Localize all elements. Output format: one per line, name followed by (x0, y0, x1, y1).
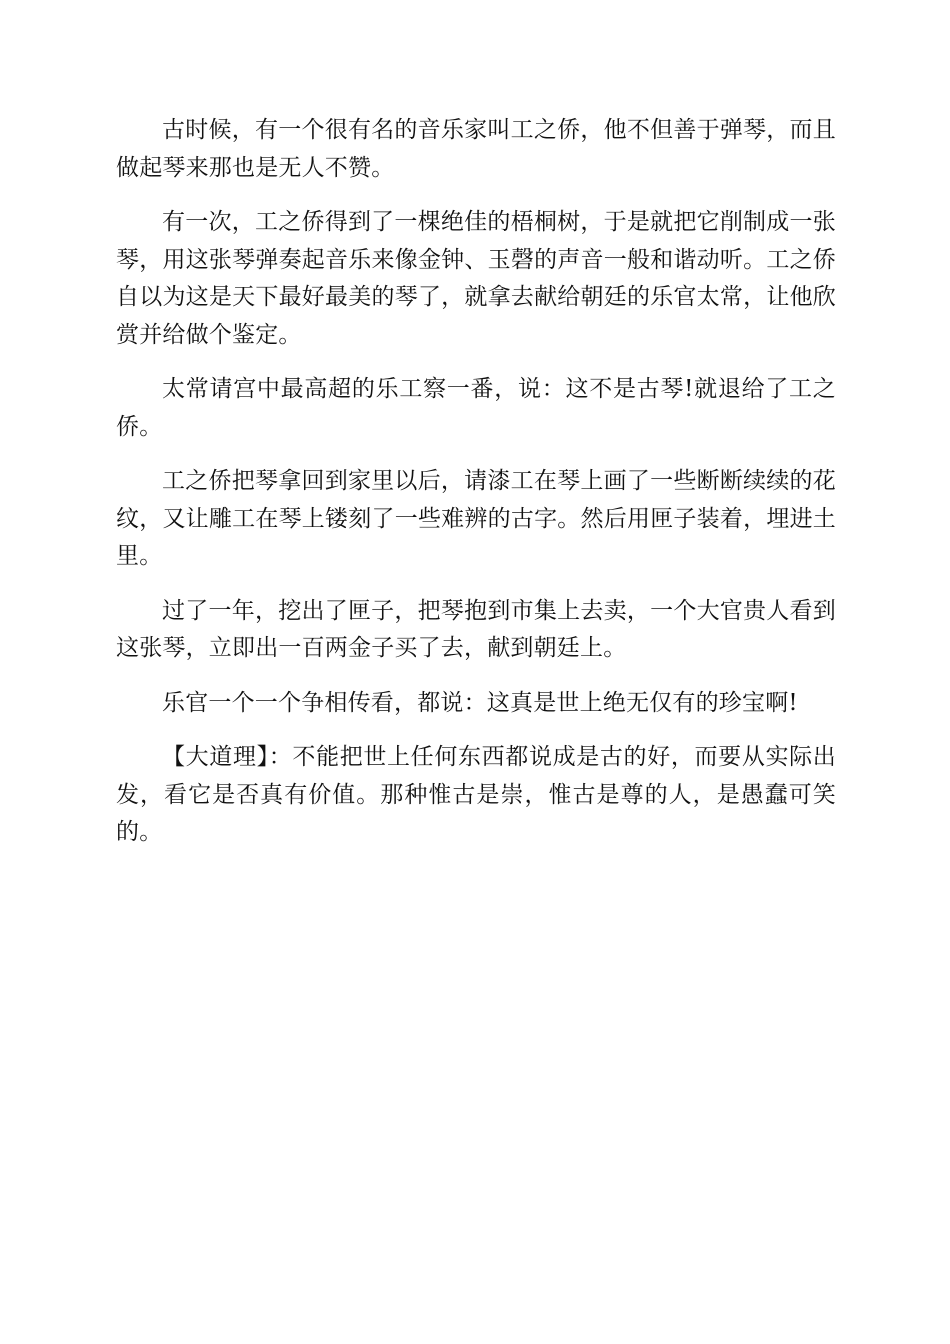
paragraph-2: 有一次，工之侨得到了一棵绝佳的梧桐树，于是就把它削制成一张琴，用这张琴弹奏起音乐来像金钟、玉磬的声音一般和谐动听。工之侨自以为这是天下最好最美的琴了，就拿去献给朝廷的乐官太常，让他欣赏并给做个鉴定。 (116, 209, 836, 348)
paragraph-6: 乐官一个一个争相传看，都说：这真是世上绝无仅有的珍宝啊! (162, 689, 798, 716)
paragraph-5: 过了一年，挖出了匣子，把琴抱到市集上去卖，一个大官贵人看到这张琴，立即出一百两金子买了去，献到朝廷上。 (116, 597, 836, 661)
paragraph-3: 太常请宫中最高超的乐工察一番，说：这不是古琴!就退给了工之侨。 (116, 376, 836, 440)
paragraph-moral: 【大道理】：不能把世上任何东西都说成是古的好，而要从实际出发，看它是否真有价值。那种惟古是崇，惟古是尊的人，是愚蠢可笑的。 (116, 744, 836, 845)
document-body (116, 112, 836, 869)
paragraph-4: 工之侨把琴拿回到家里以后，请漆工在琴上画了一些断断续续的花纹，又让雕工在琴上镂刻了一些难辨的古字。然后用匣子装着，埋进土里。 (116, 468, 836, 569)
paragraph-1: 古时候，有一个很有名的音乐家叫工之侨，他不但善于弹琴，而且做起琴来那也是无人不赞。 (116, 117, 836, 181)
